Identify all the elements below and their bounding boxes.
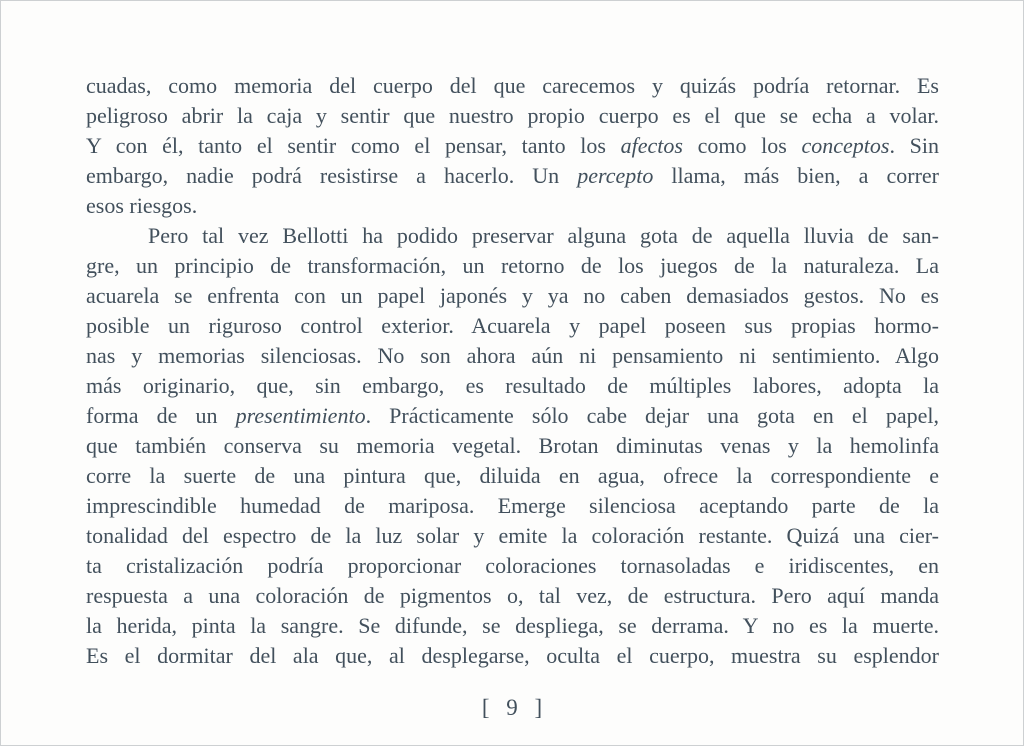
italic-term: percepto (577, 163, 654, 188)
text-line (86, 251, 939, 281)
text-content (86, 71, 939, 671)
text-line (86, 461, 939, 491)
text-line (86, 521, 939, 551)
italic-term: presentimiento (235, 403, 366, 428)
paragraph (86, 71, 939, 221)
paragraph (86, 221, 939, 671)
page-number: [ 9 ] (481, 695, 544, 720)
text-segment: . Prácticamente sólo cabe dejar una gota en el papel, (365, 403, 939, 428)
text-line (86, 641, 939, 671)
text-segment: Pero tal vez Bellotti ha podido preservar alguna gota de aquella lluvia de san- (148, 223, 939, 248)
text-segment: la herida, pinta la sangre. Se difunde, se despliega, se derrama. Y no es la muerte. (86, 613, 939, 638)
text-segment: ta cristalización podría proporcionar coloraciones tornasoladas e iridiscentes, en (86, 553, 939, 578)
text-segment: respuesta a una coloración de pigmentos o, tal vez, de estructura. Pero aquí manda (86, 583, 939, 608)
text-segment: embargo, nadie podrá resistirse a hacerlo. Un (86, 163, 578, 188)
text-line (86, 431, 939, 461)
text-segment: tonalidad del espectro de la luz solar y emite la coloración restante. Quizá una cier- (86, 523, 939, 548)
text-line (86, 611, 939, 641)
text-segment: imprescindible humedad de mariposa. Emerge silenciosa aceptando parte de la (86, 493, 939, 518)
text-line (86, 581, 939, 611)
text-line (86, 551, 939, 581)
text-line (86, 341, 939, 371)
text-segment: como los (682, 133, 802, 158)
text-line (86, 311, 939, 341)
text-line (86, 191, 939, 221)
text-segment: . Sin (889, 133, 939, 158)
text-line (86, 131, 939, 161)
text-segment: Es el dormitar del ala que, al desplegarse, oculta el cuerpo, muestra su esplendor (86, 643, 939, 668)
text-line (86, 101, 939, 131)
text-segment: peligroso abrir la caja y sentir que nuestro propio cuerpo es el que se echa a volar. (86, 103, 939, 128)
italic-term: conceptos (801, 133, 890, 158)
text-segment: acuarela se enfrenta con un papel japonés y ya no caben demasiados gestos. No es (86, 283, 939, 308)
text-segment: gre, un principio de transformación, un retorno de los juegos de la naturaleza. La (86, 253, 939, 278)
text-segment: corre la suerte de una pintura que, diluida en agua, ofrece la correspondiente e (86, 463, 939, 488)
text-line (86, 281, 939, 311)
text-line (86, 401, 939, 431)
text-line (86, 71, 939, 101)
text-line (86, 491, 939, 521)
text-segment: llama, más bien, a correr (653, 163, 939, 188)
text-segment: Y con él, tanto el sentir como el pensar, tanto los (86, 133, 621, 158)
text-segment: posible un riguroso control exterior. Acuarela y papel poseen sus propias hormo- (86, 313, 939, 338)
text-segment: más originario, que, sin embargo, es resultado de múltiples labores, adopta la (86, 373, 939, 398)
text-line (86, 371, 939, 401)
italic-term: afectos (620, 133, 683, 158)
text-segment: que también conserva su memoria vegetal. Brotan diminutas venas y la hemolinfa (86, 433, 939, 458)
text-segment: forma de un (86, 403, 236, 428)
text-segment: cuadas, como memoria del cuerpo del que carecemos y quizás podría retornar. Es (86, 73, 939, 98)
text-segment: esos riesgos. (86, 193, 198, 218)
text-segment: nas y memorias silenciosas. No son ahora aún ni pensamiento ni sentimiento. Algo (86, 343, 939, 368)
text-line (86, 161, 939, 191)
text-line (86, 221, 939, 251)
